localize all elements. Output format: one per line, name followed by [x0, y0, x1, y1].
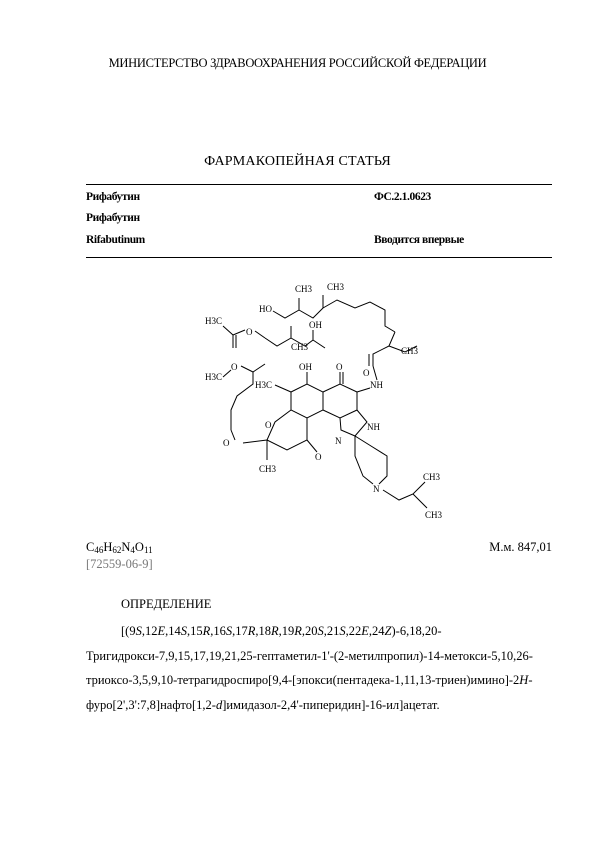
label-o-lactone: O	[315, 452, 322, 462]
definition-heading: ОПРЕДЕЛЕНИЕ	[121, 597, 212, 611]
label-ch3-top1: CH3	[295, 284, 313, 294]
cas-number: [72559-06-9]	[86, 557, 153, 571]
label-o-ketone: O	[336, 362, 343, 372]
document-title: ФАРМАКОПЕЙНАЯ СТАТЬЯ	[204, 154, 391, 169]
label-ch3-right: CH3	[401, 346, 419, 356]
label-ch3-bottom: CH3	[259, 464, 277, 474]
label-ch3-mid: CH3	[291, 342, 309, 352]
article-status: Вводится впервые	[374, 234, 464, 246]
article-name-lat: Rifabutinum	[86, 234, 145, 246]
top-rule	[86, 184, 552, 185]
ministry-header: МИНИСТЕРСТВО ЗДРАВООХРАНЕНИЯ РОССИЙСКОЙ ФЕДЕРАЦИИ	[108, 56, 487, 70]
label-nh-amide: NH	[370, 380, 383, 390]
iupac-name: [(9S,12E,14S,15R,16S,17R,18R,19R,20S,21S,22E,24Z)-6,18,20-Тригидрокси-7,9,15,17,19,21,25-гептаметил-1'-(2-метилпропил)-14-метокси-5,10,26-триоксо-3,5,9,10-тетрагидроспиро[9,4-[эпокси(пентадека-1,11,13-триен)имино]-2H-фуро[2',3':7,8]нафто[1,2-d]имидазол-2,4'-пиперидин]-16-ил]ацетат.	[86, 624, 533, 712]
label-h3c-ring: H3C	[255, 380, 273, 390]
label-ch3-iso1: CH3	[423, 472, 441, 482]
molecular-formula: $C_{46}H_{62}N_4O_{11}$	[86, 540, 153, 555]
label-o-furan: O	[265, 420, 272, 430]
label-o-acetyl: O	[246, 327, 253, 337]
label-n-piperidine: N	[373, 484, 380, 494]
label-h3c-methoxy: H3C	[205, 372, 223, 382]
label-o-ring-bottom: O	[223, 438, 230, 448]
label-ho-top: HO	[259, 304, 272, 314]
molecular-weight: М.м. 847,01	[489, 540, 552, 554]
article-name-ru: Рифабутин	[86, 191, 140, 203]
label-ch3-iso2: CH3	[425, 510, 443, 520]
article-code: ФС.2.1.0623	[374, 191, 431, 203]
bottom-rule	[86, 257, 552, 258]
label-h3c-acetyl: H3C	[205, 316, 223, 326]
structural-formula	[195, 280, 455, 525]
label-oh-mid: OH	[309, 320, 322, 330]
label-o-carbonyl-right: O	[363, 368, 370, 378]
article-name-ru-alt: Рифабутин	[86, 212, 140, 224]
label-n-ring: N	[335, 436, 342, 446]
label-o-methoxy: O	[231, 362, 238, 372]
label-oh-ring: OH	[299, 362, 312, 372]
label-ch3-top2: CH3	[327, 282, 345, 292]
label-nh-ring: NH	[367, 422, 380, 432]
